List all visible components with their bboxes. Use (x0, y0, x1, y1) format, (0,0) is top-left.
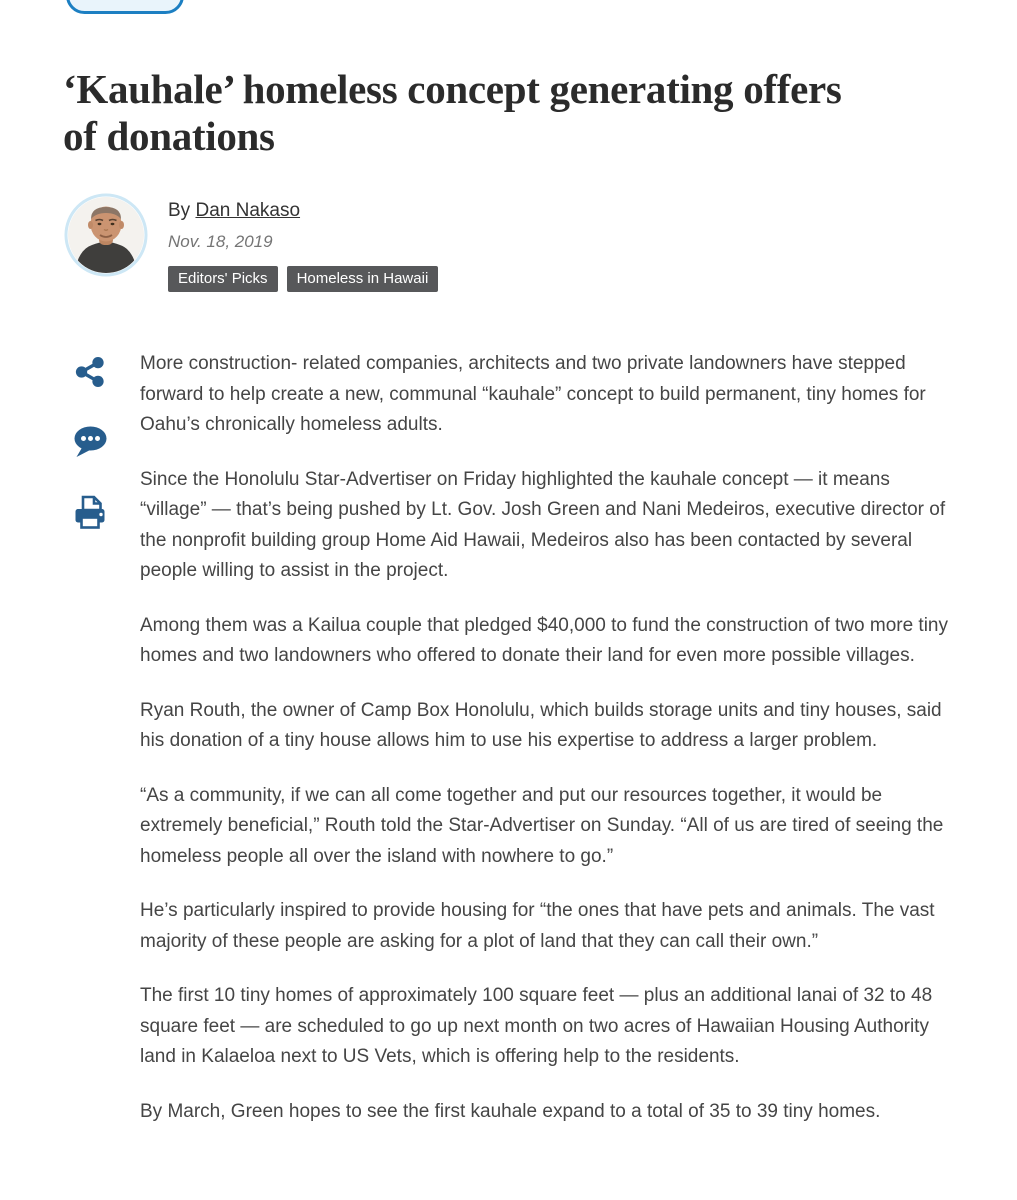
comments-button[interactable] (72, 425, 108, 459)
paragraph: Ryan Routh, the owner of Camp Box Honolulu, which builds storage units and tiny houses, said his donation of a tiny house allows him to use his expertise to address a larger problem. (140, 699, 942, 751)
tag-editors-picks[interactable]: Editors' Picks (168, 266, 278, 292)
share-icon (74, 355, 106, 389)
byline-author (168, 200, 438, 222)
comments-icon (72, 425, 108, 459)
paragraph: He’s particularly inspired to provide housing for “the ones that have pets and animals. The vast majority of these people are asking for a plot of land that they can call their own.” (140, 900, 935, 952)
print-button[interactable] (73, 495, 107, 533)
tag-list (168, 266, 438, 292)
byline-prefix: By (168, 200, 191, 221)
byline (64, 193, 438, 292)
author-link[interactable]: Dan Nakaso (195, 200, 301, 221)
paragraph: Since the Honolulu Star-Advertiser on Friday highlighted the kauhale concept — it means “village” — that’s being pushed by Lt. Gov. Josh Green and Nani Medeiros, executive director of the nonprofit building group Home Aid Hawaii, Medeiros also has been contacted by several people willing to assist in the project. (140, 468, 946, 581)
paragraph: More construction- related companies, architects and two private landowners have stepped forward to help create a new, communal “kauhale” concept to build permanent, tiny homes for Oahu’s chronically homeless adults. (140, 353, 926, 435)
tag-homeless-in-hawaii[interactable]: Homeless in Hawaii (287, 266, 439, 292)
paragraph: Among them was a Kailua couple that pledged $40,000 to fund the construction of two more tiny homes and two landowners who offered to donate their land for even more possible villages. (140, 614, 949, 666)
byline-info (168, 193, 438, 292)
share-toolbar (70, 355, 110, 533)
top-partial-button[interactable] (66, 0, 184, 14)
paragraph: By March, Green hopes to see the first kauhale expand to a total of 35 to 39 tiny homes. (140, 1100, 881, 1122)
print-icon (73, 495, 107, 533)
paragraph: “As a community, if we can all come together and put our resources together, it would be extremely beneficial,” Routh told the Star-Advertiser on Sunday. “All of us are tired of seeing the homeless people all over the island with nowhere to go.” (140, 784, 944, 867)
author-avatar[interactable] (64, 193, 148, 277)
article-date: Nov. 18, 2019 (168, 232, 273, 251)
share-button[interactable] (74, 355, 106, 389)
page-title: ‘Kauhale’ homeless concept generating offers of donations (63, 66, 842, 159)
article-body (140, 349, 952, 1151)
paragraph: The first 10 tiny homes of approximately 100 square feet — plus an additional lanai of 32 to 48 square feet — are scheduled to go up next month on two acres of Hawaiian Housing Authority land in Kalaeloa next to US Vets, which is offering help to the residents. (140, 985, 933, 1067)
